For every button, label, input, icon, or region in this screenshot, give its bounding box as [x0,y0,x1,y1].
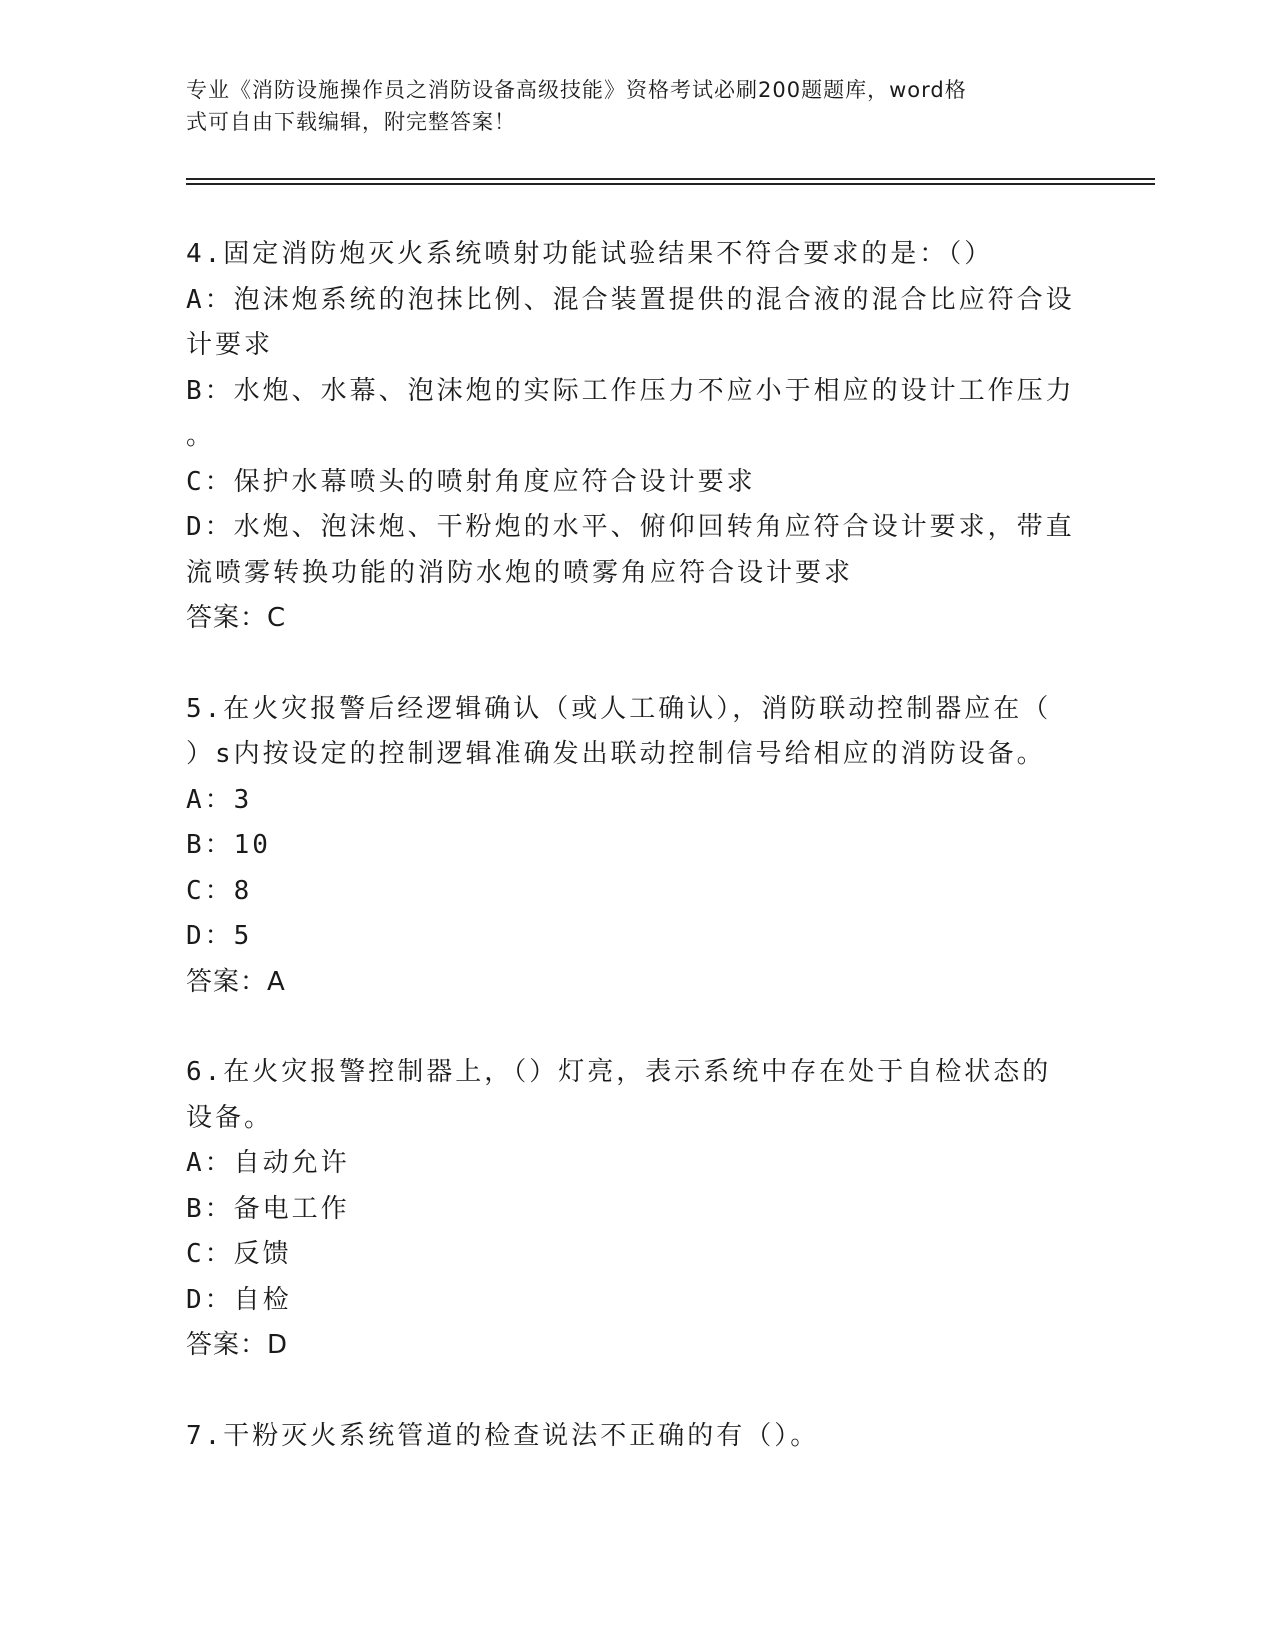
option-a: A：3 [186,784,253,815]
option-a: A：自动允许 [186,1148,350,1178]
question-stem: 7.干粉灭火系统管道的检查说法不正确的有（）。 [186,1420,820,1451]
option-c: C：反馈 [186,1239,292,1269]
option-c: C：8 [186,875,253,906]
header-line-1: 专业《消防设施操作员之消防设备高级技能》资格考试必刷200题题库，word格 [186,78,967,102]
question-stem-cont: 设备。 [186,1102,274,1133]
question-7 [186,1414,1086,1460]
question-4 [186,232,1086,642]
question-6 [186,1050,1086,1369]
question-stem: 6.在火灾报警控制器上，（）灯亮，表示系统中存在处于自检状态的 [186,1057,1052,1087]
question-stem: 4.固定消防炮灭火系统喷射功能试验结果不符合要求的是：（） [186,239,994,269]
option-d-cont: 流喷雾转换功能的消防水炮的喷雾角应符合设计要求 [186,557,854,588]
header-divider-top [186,178,1155,180]
answer-label: 答案：A [186,966,286,997]
option-b: B：水炮、水幕、泡沫炮的实际工作压力不应小于相应的设计工作压力 [186,375,1075,406]
option-b-cont: 。 [186,421,216,451]
header-line-2: 式可自由下载编辑，附完整答案！ [186,110,516,134]
option-a-cont: 计要求 [186,330,274,360]
answer-label: 答案：D [186,1330,289,1360]
question-5 [186,687,1086,1006]
option-d: D：水炮、泡沫炮、干粉炮的水平、俯仰回转角应符合设计要求，带直 [186,512,1075,542]
answer-label: 答案：C [186,603,287,633]
question-stem-cont: ）s内按设定的控制逻辑准确发出联动控制信号给相应的消防设备。 [186,739,1046,769]
question-list [186,232,1086,1504]
option-a: A：泡沫炮系统的泡抹比例、混合装置提供的混合液的混合比应符合设 [186,284,1075,315]
header-divider-bottom [186,183,1155,185]
document-header [186,74,1066,138]
option-d: D：自检 [186,1284,292,1315]
question-stem: 5.在火灾报警后经逻辑确认（或人工确认），消防联动控制器应在（ [186,693,1052,724]
option-b: B：备电工作 [186,1193,350,1224]
option-b: B：10 [186,830,271,860]
option-d: D：5 [186,921,253,951]
option-c: C：保护水幕喷头的喷射角度应符合设计要求 [186,466,756,497]
